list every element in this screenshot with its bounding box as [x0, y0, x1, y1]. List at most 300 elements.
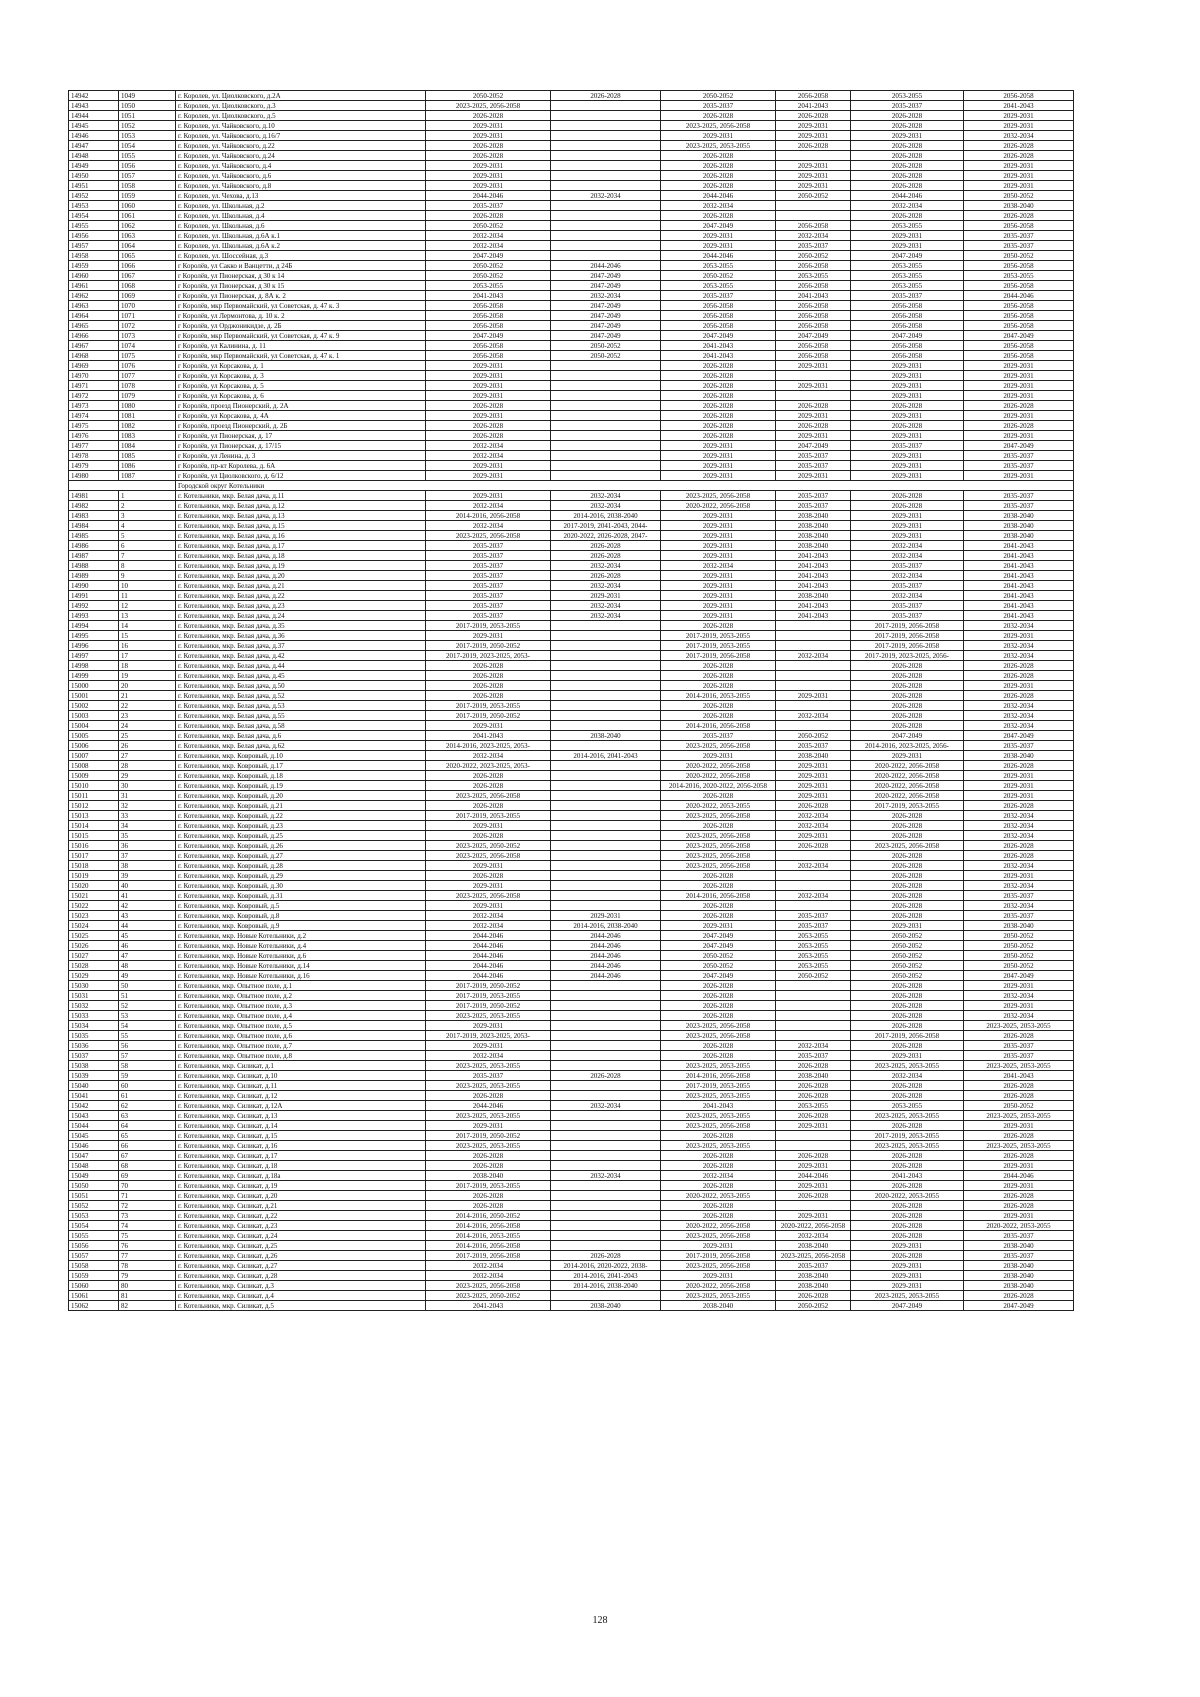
- record-id-cell: 15050: [69, 1181, 119, 1191]
- period-3-cell: 2029-2031: [661, 531, 776, 541]
- period-5-cell: 2026-2028: [851, 1251, 964, 1261]
- period-6-cell: 2038-2040: [964, 201, 1074, 211]
- period-2-cell: [551, 101, 661, 111]
- period-2-cell: [551, 691, 661, 701]
- period-3-cell: 2023-2025, 2053-2055: [661, 1141, 776, 1151]
- item-number-cell: 6: [119, 541, 176, 551]
- period-3-cell: 2026-2028: [661, 981, 776, 991]
- table-row: [69, 511, 1074, 521]
- period-4-cell: 2029-2031: [776, 471, 851, 481]
- period-4-cell: [776, 151, 851, 161]
- record-id-cell: 15025: [69, 931, 119, 941]
- period-6-cell: 2032-2034: [964, 721, 1074, 731]
- period-1-cell: 2017-2019, 2050-2052: [426, 981, 551, 991]
- period-3-cell: 2029-2031: [661, 231, 776, 241]
- period-3-cell: 2026-2028: [661, 1011, 776, 1021]
- item-number-cell: 12: [119, 601, 176, 611]
- period-2-cell: [551, 1231, 661, 1241]
- table-row: [69, 1071, 1074, 1081]
- period-5-cell: 2023-2025, 2053-2055: [851, 1061, 964, 1071]
- table-row: [69, 501, 1074, 511]
- period-3-cell: 2020-2022, 2056-2058: [661, 1281, 776, 1291]
- period-2-cell: 2014-2016, 2020-2022, 2038-: [551, 1261, 661, 1271]
- table-row: [69, 261, 1074, 271]
- period-6-cell: 2023-2025, 2053-2055: [964, 1021, 1074, 1031]
- item-number-cell: 42: [119, 901, 176, 911]
- period-6-cell: 2026-2028: [964, 691, 1074, 701]
- item-number-cell: 77: [119, 1251, 176, 1261]
- period-5-cell: 2026-2028: [851, 831, 964, 841]
- table-row: [69, 431, 1074, 441]
- period-3-cell: 2014-2016, 2020-2022, 2056-2058: [661, 781, 776, 791]
- table-row: [69, 861, 1074, 871]
- period-1-cell: 2035-2037: [426, 601, 551, 611]
- table-row: [69, 1251, 1074, 1261]
- table-row: [69, 751, 1074, 761]
- table-row: [69, 741, 1074, 751]
- period-1-cell: 2041-2043: [426, 731, 551, 741]
- period-6-cell: 2035-2037: [964, 1051, 1074, 1061]
- period-1-cell: 2056-2058: [426, 341, 551, 351]
- table-row: [69, 941, 1074, 951]
- record-id-cell: 14991: [69, 591, 119, 601]
- period-2-cell: [551, 861, 661, 871]
- period-4-cell: 2026-2028: [776, 141, 851, 151]
- record-id-cell: 14983: [69, 511, 119, 521]
- item-number-cell: 61: [119, 1091, 176, 1101]
- address-cell: г. Котельники, мкр. Ковровый, д.8: [176, 911, 426, 921]
- item-number-cell: 30: [119, 781, 176, 791]
- table-row: [69, 911, 1074, 921]
- period-6-cell: 2023-2025, 2053-2055: [964, 1141, 1074, 1151]
- address-cell: г. Котельники, мкр. Силикат, д.14: [176, 1121, 426, 1131]
- address-cell: г Королёв, мкр Первомайский, ул Советская, д. 47 к. 9: [176, 331, 426, 341]
- table-row: [69, 271, 1074, 281]
- table-row: [69, 1171, 1074, 1181]
- record-id-cell: 14982: [69, 501, 119, 511]
- period-5-cell: 2026-2028: [851, 811, 964, 821]
- period-1-cell: 2029-2031: [426, 391, 551, 401]
- record-id-cell: 15034: [69, 1021, 119, 1031]
- table-row: [69, 811, 1074, 821]
- period-1-cell: 2029-2031: [426, 901, 551, 911]
- period-3-cell: 2026-2028: [661, 991, 776, 1001]
- record-id-cell: 15041: [69, 1091, 119, 1101]
- period-1-cell: 2029-2031: [426, 471, 551, 481]
- item-number-cell: 52: [119, 1001, 176, 1011]
- period-5-cell: 2026-2028: [851, 501, 964, 511]
- record-id-cell: 15031: [69, 991, 119, 1001]
- period-3-cell: 2029-2031: [661, 1271, 776, 1281]
- period-2-cell: 2050-2052: [551, 341, 661, 351]
- period-6-cell: 2038-2040: [964, 751, 1074, 761]
- period-5-cell: 2026-2028: [851, 981, 964, 991]
- item-number-cell: 63: [119, 1111, 176, 1121]
- record-id-cell: 14996: [69, 641, 119, 651]
- period-6-cell: 2032-2034: [964, 711, 1074, 721]
- table-row: [69, 1001, 1074, 1011]
- item-number-cell: 11: [119, 591, 176, 601]
- address-cell: г. Королев, ул. Циолковского, д.3: [176, 101, 426, 111]
- item-number-cell: 1064: [119, 241, 176, 251]
- period-2-cell: 2029-2031: [551, 911, 661, 921]
- period-3-cell: 2026-2028: [661, 701, 776, 711]
- table-row: [69, 531, 1074, 541]
- period-2-cell: [551, 1151, 661, 1161]
- record-id-cell: 15054: [69, 1221, 119, 1231]
- period-3-cell: 2032-2034: [661, 201, 776, 211]
- address-cell: г. Котельники, мкр. Белая дача, д.15: [176, 521, 426, 531]
- period-4-cell: 2023-2025, 2056-2058: [776, 1251, 851, 1261]
- period-5-cell: 2032-2034: [851, 1071, 964, 1081]
- address-cell: г. Котельники, мкр. Белая дача, д.17: [176, 541, 426, 551]
- period-6-cell: 2026-2028: [964, 661, 1074, 671]
- record-id-cell: 15015: [69, 831, 119, 841]
- item-number-cell: 28: [119, 761, 176, 771]
- period-3-cell: 2044-2046: [661, 191, 776, 201]
- period-1-cell: 2014-2016, 2056-2058: [426, 1221, 551, 1231]
- table-row: [69, 951, 1074, 961]
- table-row: [69, 311, 1074, 321]
- period-6-cell: 2026-2028: [964, 421, 1074, 431]
- period-4-cell: [776, 1131, 851, 1141]
- period-1-cell: 2029-2031: [426, 491, 551, 501]
- period-4-cell: 2026-2028: [776, 1111, 851, 1121]
- period-3-cell: 2023-2025, 2056-2058: [661, 1021, 776, 1031]
- period-5-cell: 2047-2049: [851, 1301, 964, 1311]
- item-number-cell: 2: [119, 501, 176, 511]
- period-2-cell: [551, 111, 661, 121]
- period-1-cell: 2047-2049: [426, 251, 551, 261]
- period-5-cell: 2035-2037: [851, 101, 964, 111]
- period-5-cell: 2020-2022, 2056-2058: [851, 771, 964, 781]
- table-row: [69, 1031, 1074, 1041]
- address-cell: г. Котельники, мкр. Ковровый, д.19: [176, 781, 426, 791]
- period-4-cell: 2029-2031: [776, 791, 851, 801]
- table-row: [69, 421, 1074, 431]
- period-1-cell: 2017-2019, 2053-2055: [426, 621, 551, 631]
- period-2-cell: 2029-2031: [551, 591, 661, 601]
- period-6-cell: 2038-2040: [964, 511, 1074, 521]
- table-row: [69, 971, 1074, 981]
- address-cell: г Королёв, ул Пионерская, д 30 к 14: [176, 271, 426, 281]
- period-6-cell: 2050-2052: [964, 1101, 1074, 1111]
- period-2-cell: [551, 1041, 661, 1051]
- record-id-cell: 15043: [69, 1111, 119, 1121]
- record-id-cell: 15062: [69, 1301, 119, 1311]
- period-4-cell: 2029-2031: [776, 121, 851, 131]
- record-id-cell: 15037: [69, 1051, 119, 1061]
- period-1-cell: 2041-2043: [426, 1301, 551, 1311]
- period-3-cell: 2026-2028: [661, 151, 776, 161]
- item-number-cell: 1051: [119, 111, 176, 121]
- period-4-cell: [776, 981, 851, 991]
- period-3-cell: 2029-2031: [661, 541, 776, 551]
- address-cell: г. Котельники, мкр. Ковровый, д.10: [176, 751, 426, 761]
- item-number-cell: 20: [119, 681, 176, 691]
- address-cell: г. Котельники, мкр. Ковровый, д.25: [176, 831, 426, 841]
- period-4-cell: 2029-2031: [776, 691, 851, 701]
- period-2-cell: 2014-2016, 2038-2040: [551, 921, 661, 931]
- table-row: [69, 981, 1074, 991]
- record-id-cell: 15038: [69, 1061, 119, 1071]
- record-id-cell: 14956: [69, 231, 119, 241]
- item-number-cell: 81: [119, 1291, 176, 1301]
- period-5-cell: 2026-2028: [851, 1201, 964, 1211]
- period-3-cell: 2029-2031: [661, 511, 776, 521]
- period-6-cell: 2026-2028: [964, 1201, 1074, 1211]
- period-5-cell: 2026-2028: [851, 901, 964, 911]
- period-2-cell: [551, 801, 661, 811]
- period-2-cell: [551, 631, 661, 641]
- period-2-cell: 2026-2028: [551, 541, 661, 551]
- period-1-cell: 2026-2028: [426, 661, 551, 671]
- record-id-cell: 15028: [69, 961, 119, 971]
- table-row: [69, 851, 1074, 861]
- period-5-cell: 2023-2025, 2056-2058: [851, 841, 964, 851]
- period-1-cell: 2026-2028: [426, 111, 551, 121]
- address-cell: г. Королев, ул. Циолковского, д.2А: [176, 91, 426, 101]
- address-cell: г. Котельники, мкр. Силикат, д.28: [176, 1271, 426, 1281]
- table-row: [69, 891, 1074, 901]
- period-3-cell: 2023-2025, 2053-2055: [661, 1111, 776, 1121]
- record-id-cell: 14954: [69, 211, 119, 221]
- period-3-cell: 2029-2031: [661, 611, 776, 621]
- record-id-cell: 14965: [69, 321, 119, 331]
- period-5-cell: 2029-2031: [851, 131, 964, 141]
- period-4-cell: 2020-2022, 2056-2058: [776, 1221, 851, 1231]
- period-2-cell: [551, 381, 661, 391]
- table-row: [69, 731, 1074, 741]
- record-id-cell: 15027: [69, 951, 119, 961]
- period-1-cell: 2020-2022, 2023-2025, 2053-: [426, 761, 551, 771]
- period-5-cell: 2056-2058: [851, 321, 964, 331]
- period-1-cell: 2044-2046: [426, 931, 551, 941]
- record-id-cell: 15047: [69, 1151, 119, 1161]
- period-4-cell: 2038-2040: [776, 541, 851, 551]
- item-number-cell: 1073: [119, 331, 176, 341]
- period-1-cell: 2041-2043: [426, 291, 551, 301]
- address-cell: г. Котельники, мкр. Силикат, д.20: [176, 1191, 426, 1201]
- period-3-cell: 2035-2037: [661, 291, 776, 301]
- period-3-cell: 2026-2028: [661, 911, 776, 921]
- period-2-cell: [551, 1161, 661, 1171]
- period-1-cell: 2026-2028: [426, 1161, 551, 1171]
- period-3-cell: 2023-2025, 2053-2055: [661, 1091, 776, 1101]
- period-1-cell: 2029-2031: [426, 881, 551, 891]
- period-1-cell: 2023-2025, 2056-2058: [426, 1281, 551, 1291]
- period-3-cell: 2020-2022, 2053-2055: [661, 1191, 776, 1201]
- item-number-cell: 72: [119, 1201, 176, 1211]
- period-2-cell: [551, 1191, 661, 1201]
- period-6-cell: 2056-2058: [964, 221, 1074, 231]
- period-2-cell: [551, 231, 661, 241]
- period-1-cell: 2014-2016, 2056-2058: [426, 1241, 551, 1251]
- period-4-cell: 2038-2040: [776, 521, 851, 531]
- period-5-cell: 2026-2028: [851, 211, 964, 221]
- period-3-cell: 2020-2022, 2056-2058: [661, 1221, 776, 1231]
- period-6-cell: 2032-2034: [964, 881, 1074, 891]
- period-2-cell: 2032-2034: [551, 1171, 661, 1181]
- item-number-cell: 67: [119, 1151, 176, 1161]
- period-2-cell: [551, 1221, 661, 1231]
- period-5-cell: 2029-2031: [851, 451, 964, 461]
- table-row: [69, 901, 1074, 911]
- item-number-cell: 62: [119, 1101, 176, 1111]
- period-4-cell: 2041-2043: [776, 551, 851, 561]
- period-5-cell: 2035-2037: [851, 561, 964, 571]
- period-1-cell: 2050-2052: [426, 271, 551, 281]
- period-2-cell: 2044-2046: [551, 971, 661, 981]
- period-4-cell: 2038-2040: [776, 1271, 851, 1281]
- period-4-cell: 2029-2031: [776, 1211, 851, 1221]
- period-6-cell: 2056-2058: [964, 281, 1074, 291]
- period-5-cell: 2026-2028: [851, 851, 964, 861]
- address-cell: г. Котельники, мкр. Ковровый, д.30: [176, 881, 426, 891]
- address-cell: г. Котельники, мкр. Силикат, д.13: [176, 1111, 426, 1121]
- period-1-cell: 2056-2058: [426, 311, 551, 321]
- address-cell: г Королёв, ул Орджоникидзе, д. 2Б: [176, 321, 426, 331]
- address-cell: г. Котельники, мкр. Белая дача, д.52: [176, 691, 426, 701]
- period-6-cell: 2032-2034: [964, 901, 1074, 911]
- period-6-cell: 2044-2046: [964, 291, 1074, 301]
- table-row: [69, 881, 1074, 891]
- record-id-cell: 15056: [69, 1241, 119, 1251]
- period-4-cell: 2038-2040: [776, 1071, 851, 1081]
- period-1-cell: 2017-2019, 2023-2025, 2053-: [426, 1031, 551, 1041]
- period-4-cell: 2041-2043: [776, 101, 851, 111]
- period-6-cell: 2041-2043: [964, 581, 1074, 591]
- period-2-cell: [551, 681, 661, 691]
- period-6-cell: 2026-2028: [964, 671, 1074, 681]
- period-3-cell: 2023-2025, 2056-2058: [661, 741, 776, 751]
- period-5-cell: 2035-2037: [851, 441, 964, 451]
- period-4-cell: 2056-2058: [776, 91, 851, 101]
- table-row: [69, 921, 1074, 931]
- period-3-cell: 2038-2040: [661, 1301, 776, 1311]
- period-3-cell: 2026-2028: [661, 381, 776, 391]
- period-4-cell: 2029-2031: [776, 431, 851, 441]
- address-cell: г Королёв, ул Ленина, д. 3: [176, 451, 426, 461]
- record-id-cell: 14951: [69, 181, 119, 191]
- item-number-cell: 78: [119, 1261, 176, 1271]
- period-1-cell: 2017-2019, 2053-2055: [426, 701, 551, 711]
- period-3-cell: 2029-2031: [661, 551, 776, 561]
- address-cell: г Королёв, проезд Пионерский, д. 2А: [176, 401, 426, 411]
- period-4-cell: 2032-2034: [776, 711, 851, 721]
- table-row: [69, 371, 1074, 381]
- period-6-cell: 2050-2052: [964, 941, 1074, 951]
- address-cell: г. Котельники, мкр. Силикат, д.26: [176, 1251, 426, 1261]
- record-id-cell: 14981: [69, 491, 119, 501]
- table-row: [69, 341, 1074, 351]
- period-3-cell: 2056-2058: [661, 311, 776, 321]
- table-row: [69, 991, 1074, 1001]
- item-number-cell: 68: [119, 1161, 176, 1171]
- address-cell: г Королёв, ул Калинина, д. 11: [176, 341, 426, 351]
- record-id-cell: 15003: [69, 711, 119, 721]
- table-row: [69, 301, 1074, 311]
- period-5-cell: 2029-2031: [851, 1051, 964, 1061]
- period-2-cell: [551, 891, 661, 901]
- period-2-cell: 2014-2016, 2041-2043: [551, 751, 661, 761]
- item-number-cell: 70: [119, 1181, 176, 1191]
- period-4-cell: 2029-2031: [776, 381, 851, 391]
- overhaul-schedule-table: [68, 90, 1074, 1311]
- period-2-cell: [551, 451, 661, 461]
- item-number-cell: 1061: [119, 211, 176, 221]
- period-2-cell: 2032-2034: [551, 291, 661, 301]
- period-1-cell: 2029-2031: [426, 121, 551, 131]
- period-6-cell: 2026-2028: [964, 1091, 1074, 1101]
- period-1-cell: 2017-2019, 2050-2052: [426, 1001, 551, 1011]
- address-cell: г. Котельники, мкр. Силикат, д.5: [176, 1301, 426, 1311]
- record-id-cell: 14950: [69, 171, 119, 181]
- period-1-cell: 2026-2028: [426, 1151, 551, 1161]
- record-id-cell: 15017: [69, 851, 119, 861]
- table-row: [69, 1141, 1074, 1151]
- item-number-cell: 82: [119, 1301, 176, 1311]
- period-1-cell: 2038-2040: [426, 1171, 551, 1181]
- address-cell: г. Котельники, мкр. Белая дача, д.16: [176, 531, 426, 541]
- period-1-cell: 2017-2019, 2053-2055: [426, 1181, 551, 1191]
- address-cell: г. Котельники, мкр. Новые Котельники, д.2: [176, 931, 426, 941]
- period-4-cell: [776, 851, 851, 861]
- period-4-cell: 2038-2040: [776, 1241, 851, 1251]
- item-number-cell: 1: [119, 491, 176, 501]
- period-5-cell: 2026-2028: [851, 871, 964, 881]
- item-number-cell: 37: [119, 851, 176, 861]
- period-6-cell: 2041-2043: [964, 601, 1074, 611]
- period-2-cell: [551, 121, 661, 131]
- table-row: [69, 241, 1074, 251]
- period-2-cell: [551, 991, 661, 1001]
- period-5-cell: 2026-2028: [851, 911, 964, 921]
- table-row: [69, 581, 1074, 591]
- period-1-cell: 2014-2016, 2023-2025, 2053-: [426, 741, 551, 751]
- table-row: [69, 1081, 1074, 1091]
- period-1-cell: 2029-2031: [426, 161, 551, 171]
- address-cell: г. Котельники, мкр. Силикат, д.3: [176, 1281, 426, 1291]
- period-4-cell: 2056-2058: [776, 261, 851, 271]
- period-1-cell: 2032-2034: [426, 521, 551, 531]
- record-id-cell: 15042: [69, 1101, 119, 1111]
- item-number-cell: 3: [119, 511, 176, 521]
- table-row: [69, 821, 1074, 831]
- period-1-cell: 2029-2031: [426, 1121, 551, 1131]
- period-4-cell: 2035-2037: [776, 461, 851, 471]
- period-5-cell: 2026-2028: [851, 1161, 964, 1171]
- period-1-cell: 2029-2031: [426, 181, 551, 191]
- period-6-cell: 2053-2055: [964, 271, 1074, 281]
- period-5-cell: 2026-2028: [851, 151, 964, 161]
- period-6-cell: 2029-2031: [964, 371, 1074, 381]
- period-2-cell: 2032-2034: [551, 601, 661, 611]
- period-1-cell: 2014-2016, 2053-2055: [426, 1231, 551, 1241]
- period-3-cell: 2023-2025, 2056-2058: [661, 491, 776, 501]
- period-6-cell: 2035-2037: [964, 241, 1074, 251]
- period-3-cell: 2026-2028: [661, 791, 776, 801]
- period-1-cell: 2032-2034: [426, 451, 551, 461]
- period-6-cell: 2035-2037: [964, 741, 1074, 751]
- period-4-cell: 2029-2031: [776, 161, 851, 171]
- address-cell: г. Котельники, мкр. Белая дача, д.23: [176, 601, 426, 611]
- period-6-cell: 2032-2034: [964, 651, 1074, 661]
- table-row: [69, 1021, 1074, 1031]
- period-5-cell: 2026-2028: [851, 661, 964, 671]
- period-6-cell: 2029-2031: [964, 981, 1074, 991]
- item-number-cell: 1084: [119, 441, 176, 451]
